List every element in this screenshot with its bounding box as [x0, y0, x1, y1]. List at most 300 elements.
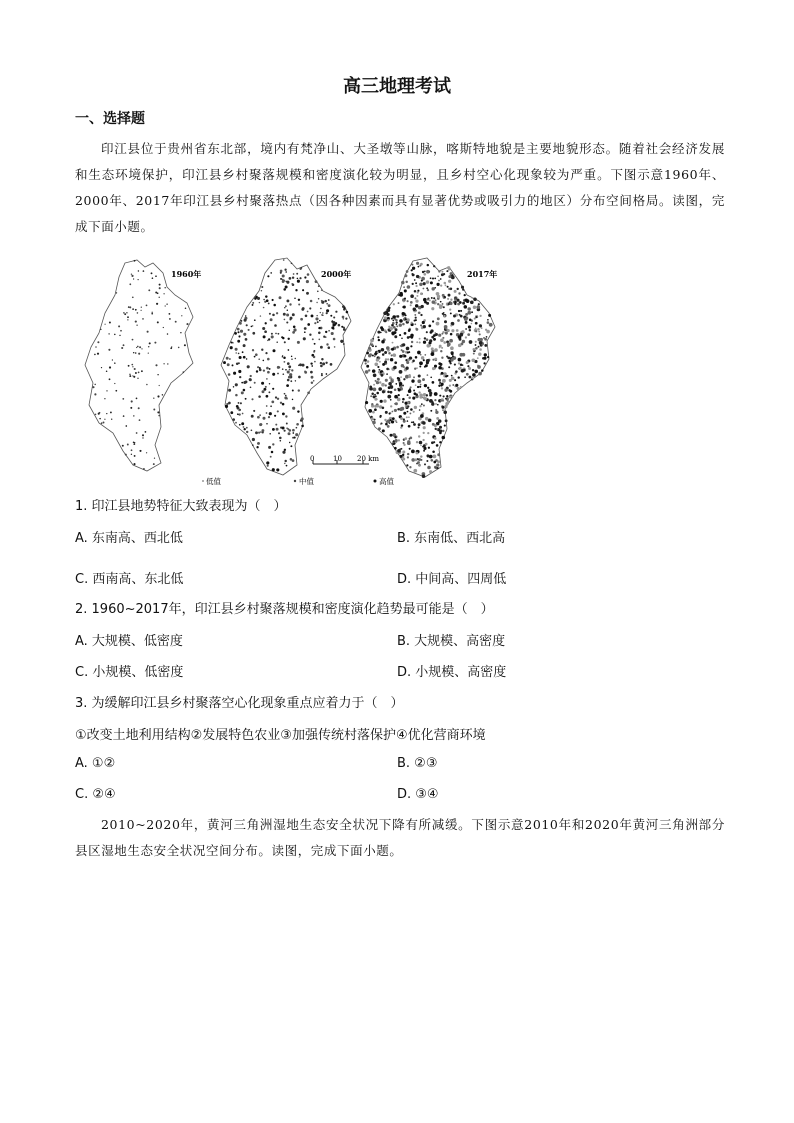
settlement-dot — [309, 334, 311, 336]
settlement-dot — [261, 349, 263, 351]
settlement-dot — [318, 332, 321, 335]
settlement-dot — [263, 388, 266, 391]
settlement-dot — [445, 398, 447, 400]
settlement-dot — [292, 407, 295, 410]
settlement-dot — [416, 285, 418, 287]
settlement-dot — [257, 416, 260, 419]
settlement-dot — [419, 386, 421, 388]
settlement-dot — [115, 390, 117, 392]
settlement-dot — [313, 356, 315, 358]
settlement-dot — [300, 318, 303, 321]
settlement-dot — [284, 463, 286, 465]
settlement-dot — [301, 425, 304, 428]
settlement-dot — [385, 331, 387, 333]
settlement-dot — [449, 308, 451, 310]
settlement-dot — [378, 427, 381, 430]
settlement-dot — [250, 375, 252, 377]
settlement-dot — [407, 285, 411, 289]
settlement-dot — [101, 367, 102, 368]
settlement-dot — [314, 361, 316, 363]
settlement-dot — [402, 401, 404, 403]
settlement-dot — [449, 339, 453, 343]
question-2-option-c[interactable]: C. 小规模、低密度 — [75, 665, 184, 680]
settlement-dot — [440, 284, 442, 286]
settlement-dot — [387, 395, 391, 399]
settlement-dot — [136, 432, 138, 434]
settlement-dot — [142, 434, 144, 436]
settlement-dot — [381, 340, 385, 344]
settlement-dot — [476, 305, 480, 309]
settlement-dot — [384, 316, 387, 319]
settlement-dot — [429, 339, 432, 342]
settlement-dot — [145, 431, 147, 433]
settlement-dot — [443, 296, 445, 298]
settlement-dot — [242, 351, 244, 353]
settlement-dot — [435, 409, 437, 411]
settlement-dot — [395, 439, 398, 442]
scale-label-0: 0 — [310, 455, 315, 463]
settlement-dot — [311, 365, 313, 367]
settlement-dot — [437, 276, 439, 278]
settlement-dot — [478, 372, 482, 376]
settlement-dot — [321, 300, 323, 302]
settlement-dot — [328, 330, 330, 332]
settlement-dot — [437, 404, 439, 406]
settlement-dot — [109, 378, 111, 380]
settlement-dot — [228, 373, 231, 376]
settlement-dot — [250, 386, 252, 388]
settlement-dot — [450, 272, 453, 275]
settlement-dot — [246, 324, 248, 326]
settlement-dot — [257, 366, 259, 368]
settlement-dot — [432, 300, 436, 304]
settlement-dot — [479, 333, 481, 335]
settlement-dot — [420, 354, 422, 356]
settlement-dot — [134, 442, 135, 443]
settlement-dot — [379, 381, 381, 383]
settlement-dot — [411, 296, 413, 298]
settlement-dot — [386, 373, 388, 375]
legend-high: 高值 — [379, 477, 394, 486]
settlement-dot — [393, 326, 396, 329]
settlement-dot — [280, 440, 282, 442]
settlement-dot — [399, 455, 402, 458]
settlement-dot — [261, 290, 262, 291]
settlement-dot — [142, 437, 143, 438]
settlement-dot — [410, 386, 412, 388]
settlement-dot — [251, 429, 253, 431]
settlement-dot — [442, 430, 444, 432]
settlement-dot — [420, 444, 422, 446]
settlement-dot — [318, 327, 320, 329]
question-1-option-b[interactable]: B. 东南低、西北高 — [397, 531, 506, 546]
settlement-dot — [255, 431, 258, 434]
settlement-dot — [419, 366, 421, 368]
settlement-dot — [252, 349, 254, 351]
settlement-dot — [333, 328, 335, 330]
settlement-dot — [448, 280, 451, 283]
settlement-dot — [146, 305, 148, 307]
settlement-dot — [291, 356, 292, 357]
settlement-dot — [123, 312, 124, 313]
settlement-dot — [377, 336, 379, 338]
settlement-dot — [238, 370, 241, 373]
settlement-dot — [467, 311, 471, 315]
settlement-dot — [408, 351, 410, 353]
settlement-dot — [408, 397, 411, 400]
settlement-dot — [406, 416, 408, 418]
settlement-dot — [239, 356, 242, 359]
settlement-dot — [132, 339, 134, 341]
settlement-dot — [464, 376, 466, 378]
question-1-option-c[interactable]: C. 西南高、东北低 — [75, 572, 184, 587]
settlement-dot — [377, 378, 380, 381]
settlement-dot — [454, 290, 457, 293]
settlement-dot — [235, 422, 237, 424]
settlement-dot — [272, 373, 275, 376]
settlement-dot — [243, 381, 246, 384]
settlement-dot — [273, 349, 276, 352]
settlement-dot — [369, 387, 373, 391]
settlement-dot — [297, 278, 299, 280]
settlement-dot — [141, 348, 142, 349]
settlement-dot — [445, 285, 447, 287]
section-heading: 一、选择题 — [75, 111, 145, 127]
settlement-dot — [291, 262, 293, 264]
settlement-dot — [259, 423, 262, 426]
settlement-dot — [420, 414, 424, 418]
settlement-dot — [328, 304, 331, 307]
settlement-dot — [380, 326, 383, 329]
settlement-dot — [478, 346, 480, 348]
settlement-dot — [414, 323, 416, 325]
settlement-dot — [258, 432, 260, 434]
settlement-dot — [428, 447, 430, 449]
settlement-dot — [236, 405, 239, 408]
settlement-dot — [454, 298, 456, 300]
settlement-dot — [149, 342, 151, 344]
settlement-dot — [272, 388, 274, 390]
settlement-dot — [131, 454, 132, 455]
settlement-dot — [434, 358, 437, 361]
settlement-dot — [484, 353, 487, 356]
settlement-dot — [164, 287, 165, 288]
settlement-dot — [239, 322, 242, 325]
settlement-dot — [410, 304, 412, 306]
settlement-dot — [423, 288, 425, 290]
settlement-dot — [252, 332, 255, 335]
settlement-dot — [461, 286, 464, 289]
settlement-dot — [293, 326, 296, 329]
settlement-dot — [162, 394, 163, 395]
settlement-dot — [390, 391, 393, 394]
settlement-dot — [370, 339, 374, 343]
settlement-dot — [292, 313, 295, 316]
settlement-dot — [406, 361, 409, 364]
settlement-dot — [259, 414, 261, 416]
settlement-dot — [239, 376, 241, 378]
question-1-option-a[interactable]: A. 东南高、西北低 — [75, 531, 183, 546]
settlement-dot — [413, 469, 417, 473]
settlement-dot — [469, 329, 471, 331]
settlement-dot — [442, 313, 444, 315]
settlement-dot — [270, 272, 272, 274]
settlement-dot — [374, 362, 378, 366]
settlement-dot — [138, 353, 140, 355]
settlement-dot — [282, 412, 285, 415]
settlement-dot — [443, 411, 447, 415]
settlement-dot — [402, 323, 405, 326]
settlement-dot — [402, 454, 404, 456]
settlement-dot — [283, 288, 286, 291]
settlement-dot — [445, 331, 448, 334]
question-2-option-b[interactable]: B. 大规模、高密度 — [397, 634, 506, 649]
settlement-dot — [157, 411, 159, 413]
settlement-dot — [439, 395, 441, 397]
settlement-dot — [320, 362, 322, 364]
settlement-dot — [288, 338, 290, 340]
settlement-dot — [422, 421, 426, 425]
settlement-dot — [128, 306, 130, 308]
settlement-dot — [265, 295, 267, 297]
settlement-dot — [445, 375, 447, 377]
settlement-dot — [479, 341, 483, 345]
settlement-dot — [472, 369, 474, 371]
settlement-dot — [238, 353, 240, 355]
settlement-dot — [269, 433, 271, 435]
settlement-dot — [448, 294, 451, 297]
settlement-dot — [276, 312, 278, 314]
settlement-dot — [248, 329, 250, 331]
settlement-dot — [400, 345, 402, 347]
settlement-dot — [272, 468, 275, 471]
settlement-dot — [320, 308, 322, 310]
settlement-dot — [408, 389, 412, 393]
settlement-dot — [266, 423, 268, 425]
settlement-dot — [429, 470, 432, 473]
settlement-dot — [436, 292, 440, 296]
question-2-option-d[interactable]: D. 小规模、高密度 — [397, 665, 507, 680]
settlement-dot — [431, 297, 433, 299]
settlement-dot — [433, 455, 437, 459]
settlement-dot — [225, 405, 228, 408]
settlement-dot — [375, 346, 377, 348]
settlement-dot — [484, 338, 487, 341]
settlement-dot — [393, 366, 397, 370]
settlement-dot — [99, 412, 101, 414]
settlement-dot — [394, 388, 397, 391]
settlement-dot — [473, 306, 477, 310]
settlement-dot — [367, 360, 370, 363]
settlement-dot — [447, 357, 450, 360]
settlement-dot — [283, 259, 285, 261]
settlement-dot — [415, 299, 418, 302]
settlement-dot — [272, 314, 275, 317]
settlement-dot — [373, 388, 377, 392]
settlement-dot — [478, 353, 481, 356]
settlement-dot — [402, 450, 405, 453]
settlement-dot — [287, 370, 290, 373]
settlement-dot — [157, 395, 159, 397]
settlement-dot — [420, 455, 422, 457]
settlement-dot — [431, 347, 434, 350]
settlement-dot — [127, 444, 129, 446]
settlement-dot — [132, 308, 134, 310]
settlement-dot — [106, 413, 107, 414]
settlement-dot — [465, 313, 468, 316]
settlement-dot — [237, 413, 239, 415]
settlement-dot — [136, 347, 137, 348]
settlement-dot — [296, 427, 298, 429]
settlement-dot — [235, 394, 238, 397]
settlement-dot — [421, 305, 424, 308]
settlement-dot — [330, 363, 333, 366]
settlement-dot — [232, 364, 234, 366]
settlement-dot — [414, 392, 417, 395]
settlement-dot — [346, 311, 349, 314]
settlement-dot — [271, 335, 274, 338]
settlement-dot — [240, 320, 242, 322]
settlement-dot — [422, 271, 424, 273]
settlement-dot — [282, 368, 284, 370]
settlement-dot — [475, 341, 477, 343]
settlement-dot — [465, 321, 468, 324]
settlement-dot — [404, 355, 407, 358]
settlement-dot — [385, 411, 388, 414]
settlement-dot — [239, 424, 241, 426]
settlement-dot — [419, 341, 421, 343]
settlement-dot — [458, 292, 460, 294]
settlement-dot — [394, 409, 397, 412]
settlement-dot — [263, 335, 266, 338]
settlement-dot — [483, 357, 486, 360]
settlement-dot — [154, 458, 155, 459]
settlement-dot — [318, 298, 320, 300]
settlement-dot — [456, 329, 459, 332]
settlement-dot — [235, 348, 238, 351]
settlement-dot — [280, 402, 282, 404]
settlement-dot — [292, 399, 294, 401]
settlement-dot — [407, 411, 409, 413]
settlement-dot — [479, 348, 482, 351]
settlement-dot — [257, 297, 260, 300]
settlement-dot — [266, 412, 268, 414]
settlement-dot — [383, 311, 387, 315]
map-1960 — [85, 260, 193, 471]
settlement-dot — [444, 425, 446, 427]
settlement-dot — [434, 365, 437, 368]
settlement-dot — [458, 344, 462, 348]
settlement-dot — [295, 433, 298, 436]
settlement-dot — [423, 393, 426, 396]
settlement-dot — [309, 307, 311, 309]
settlement-dot — [460, 315, 463, 318]
settlement-dot — [424, 384, 427, 387]
settlement-dot — [392, 411, 394, 413]
settlement-dot — [286, 299, 289, 302]
settlement-dot — [316, 302, 317, 303]
settlement-dot — [423, 432, 425, 434]
settlement-dot — [262, 360, 264, 362]
settlement-dot — [106, 371, 108, 373]
settlement-dot — [417, 379, 421, 383]
settlement-dot — [276, 428, 279, 431]
question-3-option-d[interactable]: D. ③④ — [397, 787, 439, 802]
settlement-dot — [368, 354, 371, 357]
settlement-dot — [272, 299, 274, 301]
settlement-dot — [127, 319, 128, 320]
settlement-dot — [159, 284, 161, 286]
question-3-option-c[interactable]: C. ②④ — [75, 787, 116, 802]
settlement-dot — [408, 425, 411, 428]
settlement-dot — [299, 363, 302, 366]
settlement-dot — [436, 463, 439, 466]
settlement-dot — [450, 325, 452, 327]
settlement-dot — [408, 329, 411, 332]
settlement-dot — [132, 366, 133, 367]
settlement-dot — [441, 333, 443, 335]
settlement-dot — [374, 353, 377, 356]
question-3-option-b[interactable]: B. ②③ — [397, 756, 438, 771]
settlement-dot — [143, 270, 145, 272]
settlement-dot — [285, 395, 286, 396]
settlement-dot — [298, 376, 301, 379]
settlement-dot — [450, 358, 453, 361]
settlement-dot — [272, 443, 274, 445]
settlement-dot — [460, 333, 464, 337]
settlement-dot — [460, 386, 462, 388]
settlement-dot — [233, 386, 234, 387]
settlement-dot — [151, 313, 153, 315]
settlement-dot — [235, 383, 238, 386]
settlement-dot — [372, 411, 375, 414]
settlement-dot — [252, 444, 254, 446]
settlement-dot — [254, 319, 256, 321]
question-2-option-a[interactable]: A. 大规模、低密度 — [75, 634, 183, 649]
settlement-dot — [448, 303, 450, 305]
settlement-dot — [120, 330, 122, 332]
settlement-dot — [382, 353, 385, 356]
settlement-dot — [461, 330, 464, 333]
question-3-option-a[interactable]: A. ①② — [75, 756, 116, 771]
settlement-dot — [390, 419, 392, 421]
settlement-dot — [372, 421, 376, 425]
settlement-dot — [462, 288, 464, 290]
settlement-dot — [473, 348, 476, 351]
settlement-dot — [372, 369, 376, 373]
settlement-dot — [468, 325, 471, 328]
settlement-dot — [263, 307, 265, 309]
settlement-dot — [468, 367, 471, 370]
settlement-dot — [381, 383, 385, 387]
settlement-dot — [312, 338, 314, 340]
settlement-dot — [439, 382, 441, 384]
settlement-dot — [322, 315, 323, 316]
question-1-option-d[interactable]: D. 中间高、四周低 — [397, 572, 507, 587]
settlement-dot — [277, 398, 279, 400]
settlement-dot — [404, 402, 407, 405]
settlement-dot — [147, 331, 149, 333]
settlement-dot — [240, 330, 243, 333]
settlement-dot — [314, 343, 316, 345]
settlement-dot — [414, 314, 416, 316]
settlement-dot — [422, 439, 424, 441]
settlement-dot — [301, 364, 304, 367]
settlement-dot — [481, 369, 483, 371]
settlement-dot — [414, 290, 417, 293]
settlement-dot — [133, 443, 135, 445]
settlement-dot — [467, 333, 470, 336]
